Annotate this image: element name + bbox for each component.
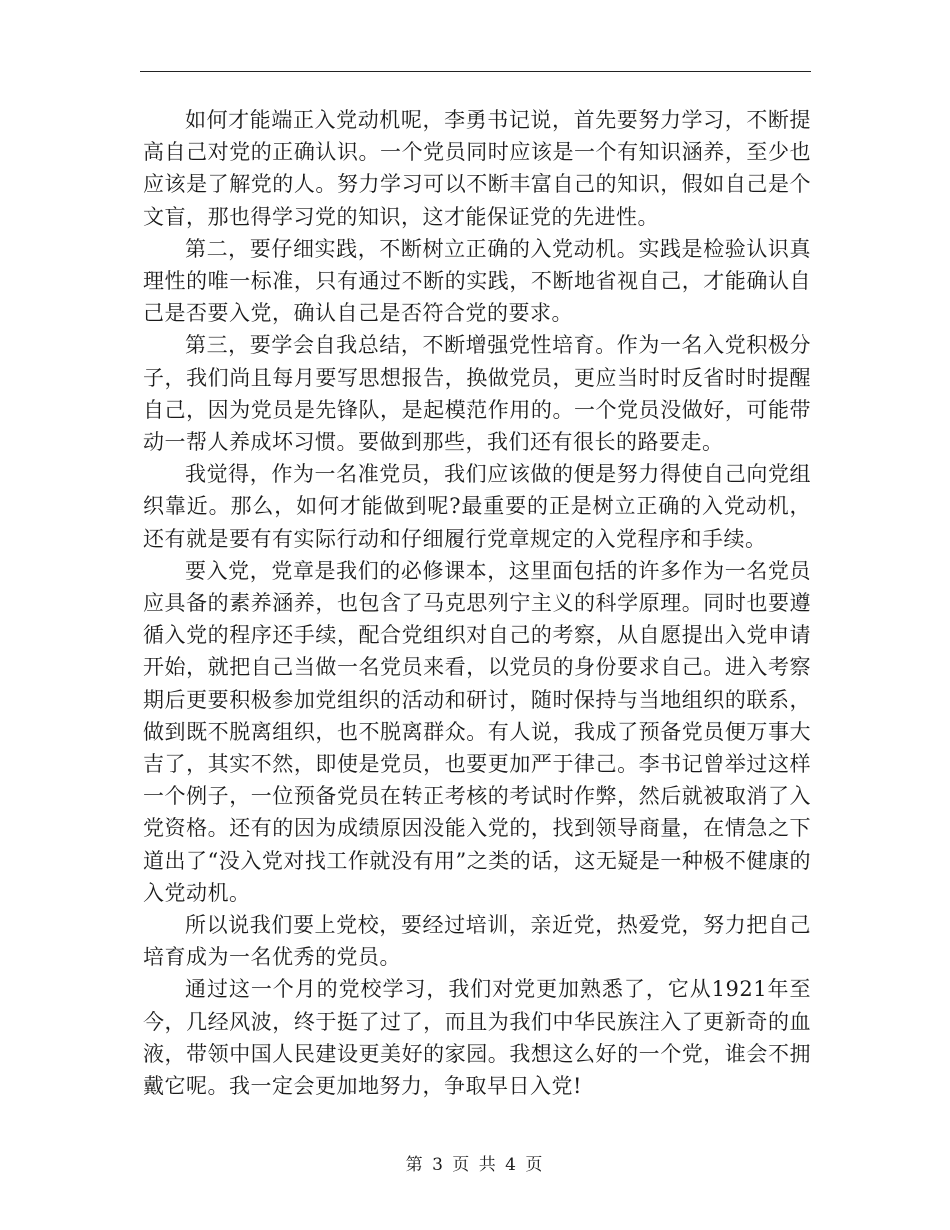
- paragraph-1: 如何才能端正入党动机呢，李勇书记说，首先要努力学习，不断提高自己对党的正确认识。一个党员同时应该是一个有知识涵养，至少也应该是了解党的人。努力学习可以不断丰富自己的知识，假如自己是个文盲，那也得学习党的知识，这才能保证党的先进性。: [143, 108, 811, 229]
- page-number-footer: 第 3 页 共 4 页: [405, 1155, 545, 1175]
- paragraph-2: 第二，要仔细实践，不断树立正确的入党动机。实践是检验认识真理性的唯一标准，只有通过不断的实践，不断地省视自己，才能确认自己是否要入党，确认自己是否符合党的要求。: [143, 236, 811, 326]
- paragraph-3: 第三，要学会自我总结，不断增强党性培育。作为一名入党积极分子，我们尚且每月要写思想报告，换做党员，更应当时时反省时时提醒自己，因为党员是先锋队，是起模范作用的。一个党员没做好，可能带动一帮人养成坏习惯。要做到那些，我们还有很长的路要走。: [143, 333, 811, 455]
- paragraph-5: 要入党，党章是我们的必修课本，这里面包括的许多作为一名党员应具备的素养涵养，也包含了马克思列宁主义的科学原理。同时也要遵循入党的程序还手续，配合党组织对自己的考察，从自愿提出入党申请开始，就把自己当做一名党员来看，以党员的身份要求自己。进入考察期后更要积极参加党组织的活动和研讨，随时保持与当地组织的联系，做到既不脱离组织，也不脱离群众。有人说，我成了预备党员便万事大吉了，其实不然，即使是党员，也要更加严于律己。李书记曾举过这样一个例子，一位预备党员在转正考核的考试时作弊，然后就被取消了入党资格。还有的因为成绩原因没能入党的，找到领导商量，在情急之下道出了“没入党对找工作就没有用”之类的话，这无疑是一种极不健康的入党动机。: [143, 558, 811, 905]
- paragraph-4: 我觉得，作为一名准党员，我们应该做的便是努力得使自己向党组织靠近。那么，如何才能做到呢?最重要的正是树立正确的入党动机，还有就是要有有实际行动和仔细履行党章规定的入党程序和手续。: [143, 462, 811, 551]
- header-rule: [140, 71, 811, 72]
- paragraph-7: 通过这一个月的党校学习，我们对党更加熟悉了，它从1921年至今，几经风波，终于挺了过了，而且为我们中华民族注入了更新奇的血液，带领中国人民建设更美好的家园。我想这么好的一个党，谁会不拥戴它呢。我一定会更加地努力，争取早日入党!: [143, 977, 811, 1099]
- paragraph-6: 所以说我们要上党校，要经过培训，亲近党，热爱党，努力把自己培育成为一名优秀的党员。: [143, 913, 811, 970]
- document-body: [143, 104, 811, 1102]
